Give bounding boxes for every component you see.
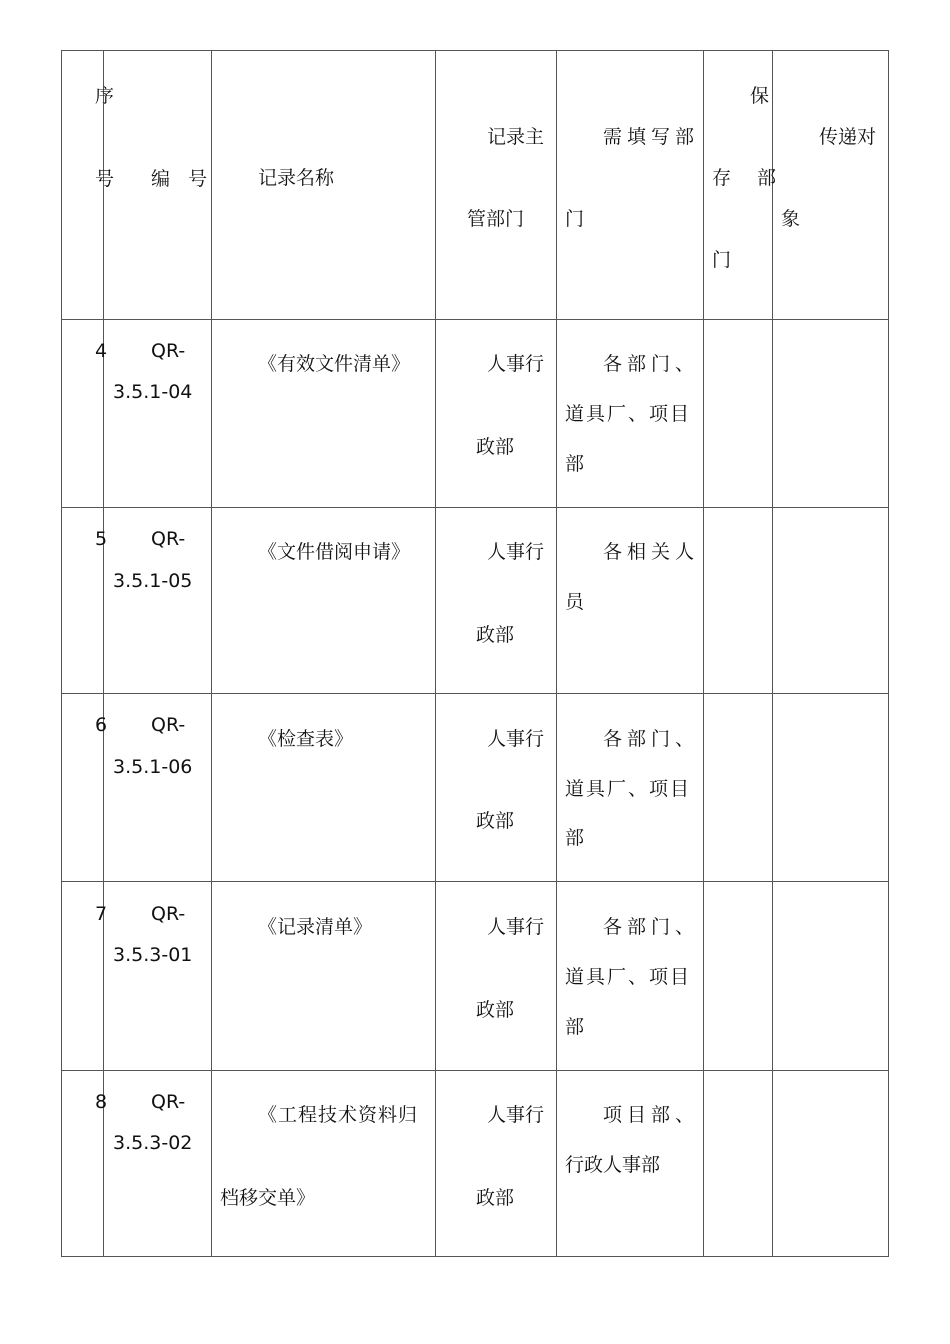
row-code-line1: QR- — [151, 903, 186, 925]
row-fill-line1: 各部门、 — [603, 728, 700, 750]
row-name-line2: 档移交单》 — [220, 1187, 316, 1209]
column-divider — [556, 50, 557, 1257]
header-seq-line1: 序 — [95, 85, 115, 107]
row-divider — [61, 881, 889, 882]
row-code-line1: QR- — [151, 1091, 186, 1113]
table-border-right — [888, 50, 889, 1257]
row-name-line1: 《文件借阅申请》 — [258, 541, 411, 563]
header-seq-line2: 号 — [95, 168, 115, 190]
header-dept-line1: 记录主 — [487, 126, 545, 148]
row-dept-line1: 人事行 — [487, 728, 545, 750]
row-seq: 6 — [95, 714, 108, 736]
row-fill-line1: 各相关人 — [603, 541, 700, 563]
row-seq: 7 — [95, 903, 108, 925]
header-keep-line2: 存 部 — [712, 167, 787, 189]
header-keep-line1: 保 — [750, 85, 770, 107]
header-code: 编 号 — [151, 168, 214, 190]
row-divider — [61, 319, 889, 320]
row-dept-line1: 人事行 — [487, 353, 545, 375]
row-dept-line2: 政部 — [476, 436, 515, 458]
column-divider — [772, 50, 773, 1257]
header-name: 记录名称 — [258, 167, 335, 189]
row-code-line1: QR- — [151, 714, 186, 736]
row-fill-line2: 行政人事部 — [565, 1154, 661, 1176]
row-name-line1: 《记录清单》 — [258, 916, 373, 938]
row-fill-line2: 道具厂、项目 — [565, 778, 692, 800]
header-keep-line3: 门 — [712, 249, 732, 271]
row-fill-line2: 员 — [565, 591, 585, 613]
row-name-line1: 《有效文件清单》 — [258, 353, 411, 375]
header-dept-line2: 管部门 — [467, 208, 525, 230]
header-target-line2: 象 — [781, 208, 801, 230]
row-code-line2: 3.5.1-05 — [113, 570, 193, 592]
column-divider — [435, 50, 436, 1257]
header-fill-line1: 需填写部 — [603, 126, 700, 148]
table-border-top — [61, 50, 889, 51]
row-divider — [61, 693, 889, 694]
row-dept-line2: 政部 — [476, 1187, 515, 1209]
column-divider — [211, 50, 212, 1257]
row-dept-line1: 人事行 — [487, 1104, 545, 1126]
row-dept-line1: 人事行 — [487, 916, 545, 938]
row-code-line2: 3.5.3-02 — [113, 1132, 193, 1154]
row-fill-line1: 各部门、 — [603, 916, 700, 938]
row-dept-line2: 政部 — [476, 624, 515, 646]
table-border-left — [61, 50, 62, 1257]
column-divider — [103, 50, 104, 1257]
row-code-line2: 3.5.3-01 — [113, 944, 193, 966]
header-fill-line2: 门 — [565, 208, 585, 230]
row-seq: 4 — [95, 340, 108, 362]
table-border-bottom — [61, 1256, 889, 1257]
row-divider — [61, 507, 889, 508]
row-fill-line3: 部 — [565, 827, 585, 849]
row-dept-line2: 政部 — [476, 999, 515, 1021]
row-seq: 5 — [95, 528, 108, 550]
row-fill-line3: 部 — [565, 1016, 585, 1038]
row-fill-line2: 道具厂、项目 — [565, 966, 692, 988]
row-code-line1: QR- — [151, 528, 186, 550]
row-dept-line2: 政部 — [476, 810, 515, 832]
row-fill-line3: 部 — [565, 453, 585, 475]
column-divider — [703, 50, 704, 1257]
row-seq: 8 — [95, 1091, 108, 1113]
row-dept-line1: 人事行 — [487, 541, 545, 563]
row-code-line2: 3.5.1-06 — [113, 756, 193, 778]
row-code-line1: QR- — [151, 340, 186, 362]
row-fill-line1: 项目部、 — [603, 1104, 700, 1126]
row-name-line1: 《检查表》 — [258, 728, 354, 750]
row-fill-line1: 各部门、 — [603, 353, 700, 375]
header-target-line1: 传递对 — [819, 126, 877, 148]
row-name-line1: 《工程技术资料归 — [258, 1104, 419, 1126]
row-code-line2: 3.5.1-04 — [113, 381, 193, 403]
row-divider — [61, 1070, 889, 1071]
row-fill-line2: 道具厂、项目 — [565, 403, 692, 425]
